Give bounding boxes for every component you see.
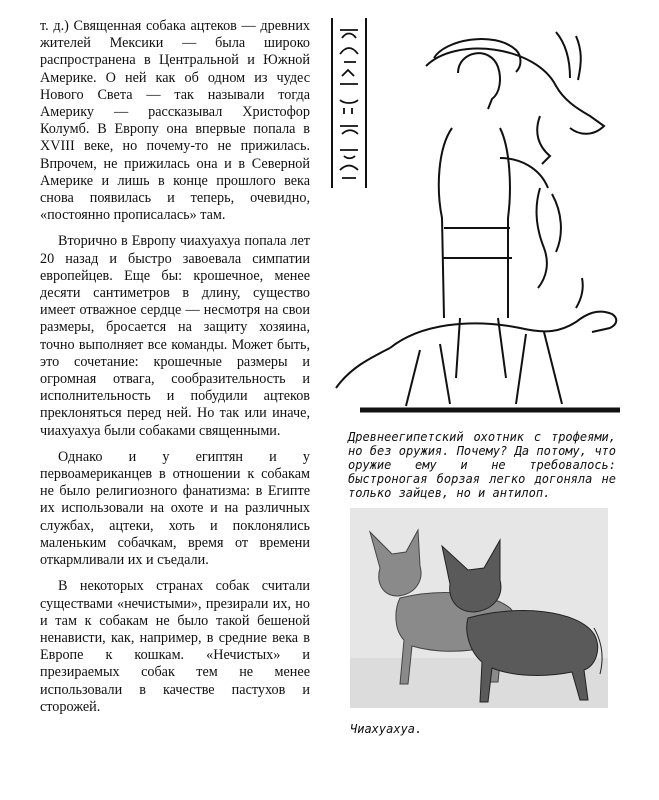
- chihuahua-photo: [350, 508, 608, 708]
- paragraph-3: Однако и у египтян и у первоамериканцев в отношении к собакам не было религиозного фанатизма: в Египте их использовали на охоте и на различных службах, ацтеки, хоть и поклонялись маленьким собачкам, время от времени откармливали их и съедали.: [40, 448, 310, 569]
- main-text-column: [40, 18, 310, 725]
- figure-caption-egypt: Древнеегипетский охотник с трофеями, но без оружия. Почему? Да потому, что оружие ему и не требовалось: быстроногая борзая легко догоняла не только зайцев, но и антилоп.: [348, 430, 616, 500]
- paragraph-4: В некоторых странах собак считали существами «нечистыми», презирали их, но и там к собакам не было такой бешеной ненависти, как, например, в средние века в Европе к кошкам. «Нечистых» и презираемых собак тем не менее использовали в качестве пастухов и сторожей.: [40, 578, 310, 715]
- paragraph-1: т. д.) Священная собака ацтеков — древних жителей Мексики — была широко распространена в Центральной и Южной Америке. О ней как об одном из чудес Нового Света — так называли тогда Америку — рассказывал Христофор Колумб. В Европу она впервые попала в XVIII веке, но почему-то не прижилась. Впрочем, не прижилась она и в Северной Америке и лишь в конце прошлого века снова появилась и теперь, очевидно, «постоянно прописалась» там.: [40, 18, 310, 224]
- paragraph-2: Вторично в Европу чиахуахуа попала лет 20 назад и быстро завоевала симпатии европейцев. Еще бы: крошечное, менее десяти сантиметров в длину, существо имеет отважное сердце — несмотря на свои размеры, бросается на защиту хозяина, точно выполняет все команды. Может быть, это сочетание: крошечные размеры и огромная отвага, сообразительность и исполнительность и побудили ацтеков преклоняться перед ней. Но так или иначе, чиахуахуа были собаками священными.: [40, 233, 310, 439]
- figure-caption-chihuahua: Чиахуахуа.: [350, 722, 423, 736]
- egyptian-hunter-illustration: [330, 18, 620, 418]
